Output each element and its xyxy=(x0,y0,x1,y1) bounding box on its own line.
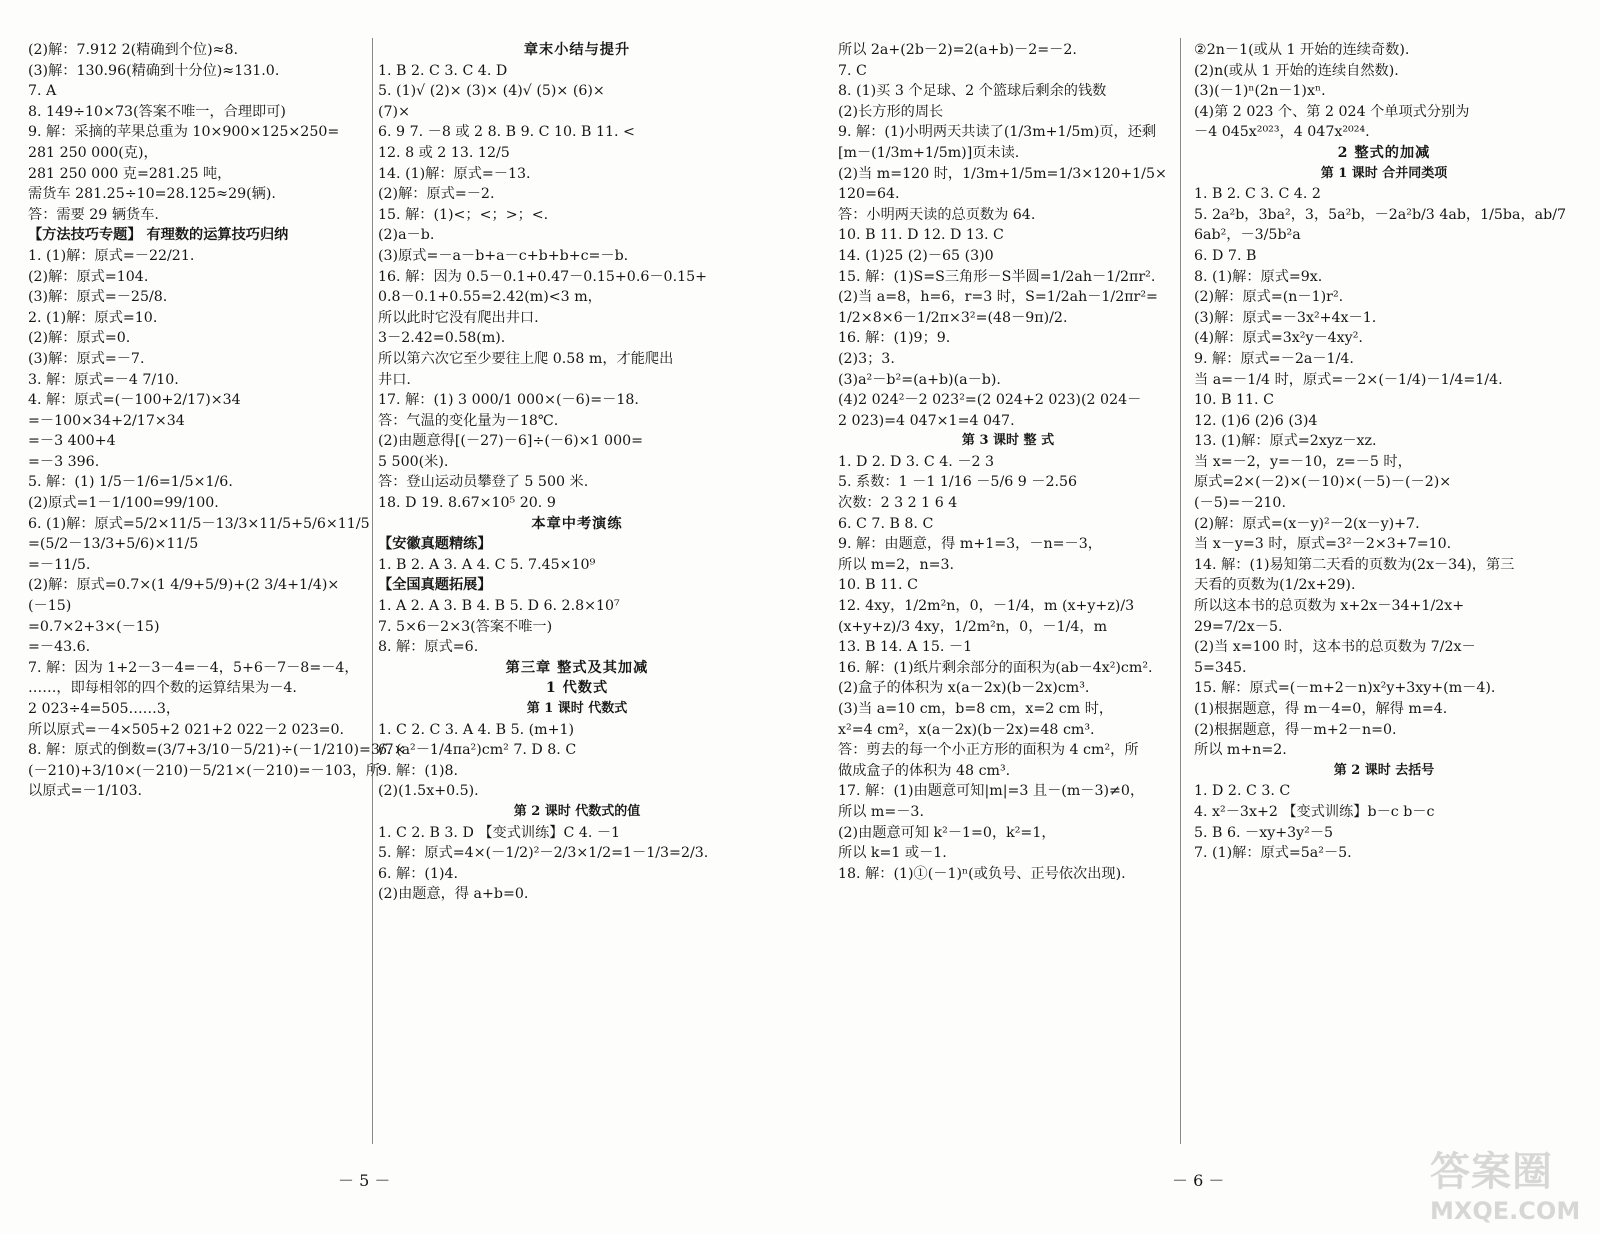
watermark-url: MXQE.COM xyxy=(1430,1197,1581,1225)
answer-line: 第 3 课时 整 式 xyxy=(961,433,1055,449)
answer-line: 1 代数式 xyxy=(545,680,609,697)
answer-line: 第三章 整式及其加减 xyxy=(505,659,649,676)
answer-line: 10. B 11. D 12. D 13. C xyxy=(838,227,1004,244)
answer-line: 7. C xyxy=(838,62,867,79)
answer-line: 所以 m+n=2. xyxy=(1194,742,1287,759)
answer-line: (2)由题意，得 a+b=0. xyxy=(378,886,529,903)
answer-line: (4)2 024²－2 023²=(2 024+2 023)(2 024－ xyxy=(838,392,1142,409)
answer-line: 281 250 000 克=281.25 吨， xyxy=(28,165,232,182)
answer-line: (7)× xyxy=(378,103,410,120)
answer-line: 答：小明两天读的总页数为 64. xyxy=(838,206,1036,223)
answer-line: (2)解：原式=(n－1)r². xyxy=(1194,289,1344,306)
answer-line: 第 1 课时 代数式 xyxy=(526,701,628,716)
answer-line: 5. 系数：1 －1 1/16 －5/6 9 －2.56 xyxy=(838,474,1078,491)
answer-line: 9. 解：由题意，得 m+1=3，－n=－3， xyxy=(838,536,1102,553)
answer-line: 7. 5×6－2×3(答案不唯一) xyxy=(378,618,553,635)
answer-line: 答：气温的变化量为－18℃. xyxy=(378,412,559,429)
answer-line: 本章中考演练 xyxy=(531,515,623,532)
answer-line: 17. 解：(1)由题意可知|m|=3 且－(m－3)≠0， xyxy=(838,783,1145,800)
answer-line: (4)第 2 023 个、第 2 024 个单项式分别为 xyxy=(1194,103,1470,120)
answer-line: (2)解：原式=(x－y)²－2(x－y)+7. xyxy=(1194,515,1420,532)
answer-line: 【方法技巧专题】 有理数的运算技巧归纳 xyxy=(28,227,289,244)
answer-line: (2)由题意得[(－27)－6]÷(－6)×1 000= xyxy=(378,433,644,450)
answer-column-1 xyxy=(28,40,410,802)
answer-line: (2)解：原式=0. xyxy=(28,330,131,347)
answer-line: (3)解：130.96(精确到十分位)≈131.0. xyxy=(28,62,280,79)
watermark-logo xyxy=(1430,1140,1590,1225)
answer-line: 2. (1)解：原式=10. xyxy=(28,309,158,326)
answer-line: 当 a=－1/4 时，原式=－2×(－1/4)－1/4=1/4. xyxy=(1194,371,1503,388)
answer-line: 5=345. xyxy=(1194,659,1247,676)
answer-line: 【安徽真题精练】 xyxy=(378,536,492,553)
answer-line: 1. (1)解：原式=－22/21. xyxy=(28,247,195,264)
answer-line: =0.7×2+3×(－15) xyxy=(28,618,160,635)
answer-line: (－15) xyxy=(28,598,72,615)
answer-line: (3)解：原式=－3x²+4x－1. xyxy=(1194,309,1377,326)
answer-line: =－3 396. xyxy=(28,453,100,470)
answer-line: (2)解：7.912 2(精确到个位)≈8. xyxy=(28,42,239,58)
answer-column-4 xyxy=(1194,40,1574,864)
answer-line: 13. B 14. A 15. －1 xyxy=(838,639,973,656)
answer-line: 8. (1)解：原式=9x. xyxy=(1194,268,1323,285)
answer-line: 1. C 2. C 3. A 4. B 5. (m+1) xyxy=(378,721,575,738)
answer-line: 6. (a²－1/4πa²)cm² 7. D 8. C xyxy=(378,742,577,759)
answer-line: 15. 解：(1)S=S三角形－S半圆=1/2ah－1/2πr². xyxy=(838,268,1156,285)
answer-line: =(5/2－13/3+5/6)×11/5 xyxy=(28,536,199,553)
answer-line: (3)原式=－a－b+a－c+b+b+c=－b. xyxy=(378,247,629,264)
answer-line: (2)当 a=8，h=6，r=3 时，S=1/2ah－1/2πr²= xyxy=(838,289,1158,306)
answer-line: 7. 解：因为 1+2－3－4=－4，5+6－7－8=－4， xyxy=(28,659,359,676)
answer-line: 12. 4xy，1/2m²n，0，－1/4，m (x+y+z)/3 xyxy=(838,598,1135,615)
answer-line: 7. (1)解：原式=5a²－5. xyxy=(1194,845,1352,862)
answer-line: 所以这本书的总页数为 x+2x－34+1/2x+ xyxy=(1194,598,1465,615)
answer-line: =－11/5. xyxy=(28,556,91,573)
answer-line: (2)盒子的体积为 x(a－2x)(b－2x)cm³. xyxy=(838,680,1090,697)
answer-line: (2)n(或从 1 开始的连续自然数). xyxy=(1194,62,1399,79)
answer-line: 第 2 课时 去括号 xyxy=(1333,762,1435,778)
answer-line: (2)解：原式=0.7×(1 4/9+5/9)+(2 3/4+1/4)× xyxy=(28,577,340,594)
answer-line: [m－(1/3m+1/5m)]页未读. xyxy=(838,144,1020,161)
answer-line: 次数：2 3 2 1 6 4 xyxy=(838,495,958,512)
answer-line: 6. 解：(1)4. xyxy=(378,865,459,882)
answer-line: 5 500(米). xyxy=(378,453,449,470)
answer-line: 2 023)=4 047×1=4 047. xyxy=(838,412,1015,429)
column-divider-right xyxy=(1180,38,1181,1144)
answer-line: 5. B 6. －xy+3y²－5 xyxy=(1194,824,1334,841)
answer-line: (3)(－1)ⁿ(2n－1)xⁿ. xyxy=(1194,83,1326,100)
answer-line: x²=4 cm²，x(a－2x)(b－2x)=48 cm³. xyxy=(838,721,1095,738)
answer-line: 5. 解：(1) 1/5－1/6=1/5×1/6. xyxy=(28,474,233,491)
answer-line: (2)当 m=120 时，1/3m+1/5m=1/3×120+1/5× xyxy=(838,165,1167,182)
answer-line: (3)当 a=10 cm，b=8 cm，x=2 cm 时， xyxy=(838,701,1114,717)
answer-line: 6. 9 7. －8 或 2 8. B 9. C 10. B 11. < xyxy=(378,124,635,141)
answer-line: 5. (1)√ (2)× (3)× (4)√ (5)× (6)× xyxy=(378,83,605,100)
answer-line: 原式=2×(－2)×(－10)×(－5)－(－2)× xyxy=(1194,474,1452,491)
answer-line: (3)解：原式=－25/8. xyxy=(28,289,168,306)
answer-line: 井口. xyxy=(378,371,411,388)
answer-line: 1/2×8×6－1/2π×3²=(48－9π)/2. xyxy=(838,309,1068,326)
answer-line: (3)解：原式=－7. xyxy=(28,350,145,367)
answer-line: 13. (1)解：原式=2xyz－xz. xyxy=(1194,433,1377,450)
answer-line: 1. B 2. A 3. A 4. C 5. 7.45×10⁹ xyxy=(378,556,596,573)
answer-line: (2)根据题意，得－m+2－n=0. xyxy=(1194,721,1397,738)
answer-line: 14. (1)25 (2)－65 (3)0 xyxy=(838,247,994,264)
answer-line: 8. 149÷10×73(答案不唯一，合理即可) xyxy=(28,103,286,120)
answer-line: 1. B 2. C 3. C 4. D xyxy=(378,62,508,79)
answer-line: 答：需要 29 辆货车. xyxy=(28,206,159,223)
answer-line: 12. (1)6 (2)6 (3)4 xyxy=(1194,412,1318,429)
answer-line: 281 250 000(克)， xyxy=(28,144,158,161)
answer-line: 所以 k=1 或－1. xyxy=(838,845,947,862)
answer-line: 所以 m=－3. xyxy=(838,803,924,820)
answer-line: (2)a－b. xyxy=(378,227,435,244)
answer-line: (2)由题意可知 k²－1=0，k²=1， xyxy=(838,824,1056,841)
answer-line: 9. 解：原式=－2a－1/4. xyxy=(1194,350,1354,367)
answer-line: 1. C 2. B 3. D 【变式训练】C 4. －1 xyxy=(378,824,621,841)
answer-line: (2)原式=1－1/100=99/100. xyxy=(28,495,219,512)
answer-line: 6ab²，－3/5b²a xyxy=(1194,227,1301,244)
answer-line: 18. D 19. 8.67×10⁵ 20. 9 xyxy=(378,495,556,512)
answer-line: 15. 解：原式=(－m+2－n)x²y+3xy+(m－4). xyxy=(1194,680,1496,697)
answer-line: (2)(1.5x+0.5). xyxy=(378,783,479,800)
answer-line: 0.8－0.1+0.55=2.42(m)<3 m， xyxy=(378,289,602,306)
answer-line: 第 1 课时 合并同类项 xyxy=(1320,165,1448,181)
answer-line: 5. 2a²b，3ba²，3，5a²b，－2a²b/3 4ab，1/5ba，ab/7 xyxy=(1194,206,1567,223)
answer-line: 1. B 2. C 3. C 4. 2 xyxy=(1194,186,1321,203)
answer-line: 10. B 11. C xyxy=(1194,392,1274,409)
answer-line: 3. 解：原式=－4 7/10. xyxy=(28,371,179,388)
answer-line: 7. A xyxy=(28,83,57,100)
answer-line: 16. 解：(1)纸片剩余部分的面积为(ab－4x²)cm². xyxy=(838,659,1153,676)
answer-line: 29=7/2x－5. xyxy=(1194,618,1283,635)
answer-line: 以原式=－1/103. xyxy=(28,783,143,800)
answer-column-2 xyxy=(378,40,776,905)
answer-line: 所以第六次它至少要往上爬 0.58 m，才能爬出 xyxy=(378,350,674,367)
answer-line: 14. 解：(1)易知第二天看的页数为(2x－34)，第三 xyxy=(1194,556,1515,573)
answer-line: 章末小结与提升 xyxy=(523,42,631,58)
answer-line: 答：剪去的每一个小正方形的面积为 4 cm²，所 xyxy=(838,742,1139,759)
answer-line: (－210)+3/10×(－210)－5/21×(－210)=－103，所 xyxy=(28,762,381,779)
answer-line: 8. 解：原式=6. xyxy=(378,639,479,656)
answer-line: 1. D 2. C 3. C xyxy=(1194,783,1291,800)
answer-line: 8. 解：原式的倒数=(3/7+3/10－5/21)÷(－1/210)=3/7× xyxy=(28,742,406,759)
answer-line: 6. C 7. B 8. C xyxy=(838,515,934,532)
answer-line: 120=64. xyxy=(838,186,900,203)
answer-line: 2 整式的加减 xyxy=(1337,144,1431,161)
answer-line: ②2n－1(或从 1 开始的连续奇数). xyxy=(1194,42,1410,58)
answer-line: (x+y+z)/3 4xy，1/2m²n，0，－1/4，m xyxy=(838,618,1108,635)
answer-line: 所以 2a+(2b－2)=2(a+b)－2=－2. xyxy=(838,42,1077,58)
answer-line: 4. x²－3x+2 【变式训练】b－c b－c xyxy=(1194,803,1435,820)
answer-line: 3－2.42=0.58(m). xyxy=(378,330,506,347)
page-number-left: － 5 － xyxy=(338,1171,391,1190)
answer-line: 1. D 2. D 3. C 4. －2 3 xyxy=(838,453,995,470)
answer-line: 9. 解：(1)小明两天共读了(1/3m+1/5m)页，还剩 xyxy=(838,124,1157,141)
answer-line: 所以 m=2，n=3. xyxy=(838,556,955,573)
answer-line: =－3 400+4 xyxy=(28,433,116,450)
answer-line: (2)解：原式=104. xyxy=(28,268,149,285)
answer-line: 5. 解：原式=4×(－1/2)²－2/3×1/2=1－1/3=2/3. xyxy=(378,845,709,862)
answer-line: 【全国真题拓展】 xyxy=(378,577,492,594)
watermark-text: 答案圈 xyxy=(1430,1149,1553,1195)
answer-line: 做成盒子的体积为 48 cm³. xyxy=(838,762,1011,779)
answer-line: 当 x－y=3 时，原式=3²－2×3+7=10. xyxy=(1194,536,1452,553)
answer-line: 6. (1)解：原式=5/2×11/5－13/3×11/5+5/6×11/5 xyxy=(28,515,370,532)
answer-line: 14. (1)解：原式=－13. xyxy=(378,165,531,182)
answer-line: (4)解：原式=3x²y－4xy². xyxy=(1194,330,1363,347)
answer-line: 16. 解：因为 0.5－0.1+0.47－0.15+0.6－0.15+ xyxy=(378,268,708,285)
answer-line: 9. 解：采摘的苹果总重为 10×900×125×250= xyxy=(28,124,340,141)
answer-line: (1)根据题意，得 m－4=0，解得 m=4. xyxy=(1194,701,1448,717)
answer-line: 9. 解：(1)8. xyxy=(378,762,459,779)
answer-line: 10. B 11. C xyxy=(838,577,918,594)
answer-line: 所以此时它没有爬出井口. xyxy=(378,309,539,326)
answer-line: =－43.6. xyxy=(28,639,91,656)
answer-line: =－100×34+2/17×34 xyxy=(28,412,185,429)
answer-line: 所以原式=－4×505+2 021+2 022－2 023=0. xyxy=(28,721,345,738)
answer-line: (2)长方形的周长 xyxy=(838,103,944,120)
answer-line: 12. 8 或 2 13. 12/5 xyxy=(378,144,510,161)
answer-line: 2 023÷4=505……3， xyxy=(28,701,181,717)
answer-line: (2)3；3. xyxy=(838,350,895,367)
answer-line: 17. 解：(1) 3 000/1 000×(－6)=－18. xyxy=(378,392,639,409)
page-number-right: － 6 － xyxy=(1172,1171,1225,1190)
answer-line: 需货车 281.25÷10=28.125≈29(辆). xyxy=(28,186,276,203)
answer-line: 第 2 课时 代数式的值 xyxy=(513,803,641,819)
answer-line: 当 x=－2，y=－10，z=－5 时， xyxy=(1194,453,1412,470)
answer-line: (－5)=－210. xyxy=(1194,495,1286,512)
answer-line: 答：登山运动员攀登了 5 500 米. xyxy=(378,474,589,491)
answer-line: (2)解：原式=－2. xyxy=(378,186,495,203)
answer-line: 16. 解：(1)9；9. xyxy=(838,330,951,347)
answer-line: (3)a²－b²=(a+b)(a－b). xyxy=(838,371,1001,388)
answer-line: (2)当 x=100 时，这本书的总页数为 7/2x－ xyxy=(1194,639,1476,656)
answer-line: －4 045x²⁰²³，4 047x²⁰²⁴. xyxy=(1194,124,1370,141)
answer-line: ……，即每相邻的四个数的运算结果为－4. xyxy=(28,680,297,697)
answer-column-3 xyxy=(838,40,1178,884)
answer-line: 15. 解：(1)<；<；>；<. xyxy=(378,206,549,223)
answer-line: 6. D 7. B xyxy=(1194,247,1257,264)
answer-line: 1. A 2. A 3. B 4. B 5. D 6. 2.8×10⁷ xyxy=(378,598,620,615)
answer-line: 天看的页数为(1/2x+29). xyxy=(1194,577,1356,594)
answer-line: 8. (1)买 3 个足球、2 个篮球后剩余的钱数 xyxy=(838,83,1107,100)
answer-line: 18. 解：(1)①(－1)ⁿ(或负号、正号依次出现). xyxy=(838,865,1126,882)
answer-line: 4. 解：原式=(－100+2/17)×34 xyxy=(28,392,241,409)
